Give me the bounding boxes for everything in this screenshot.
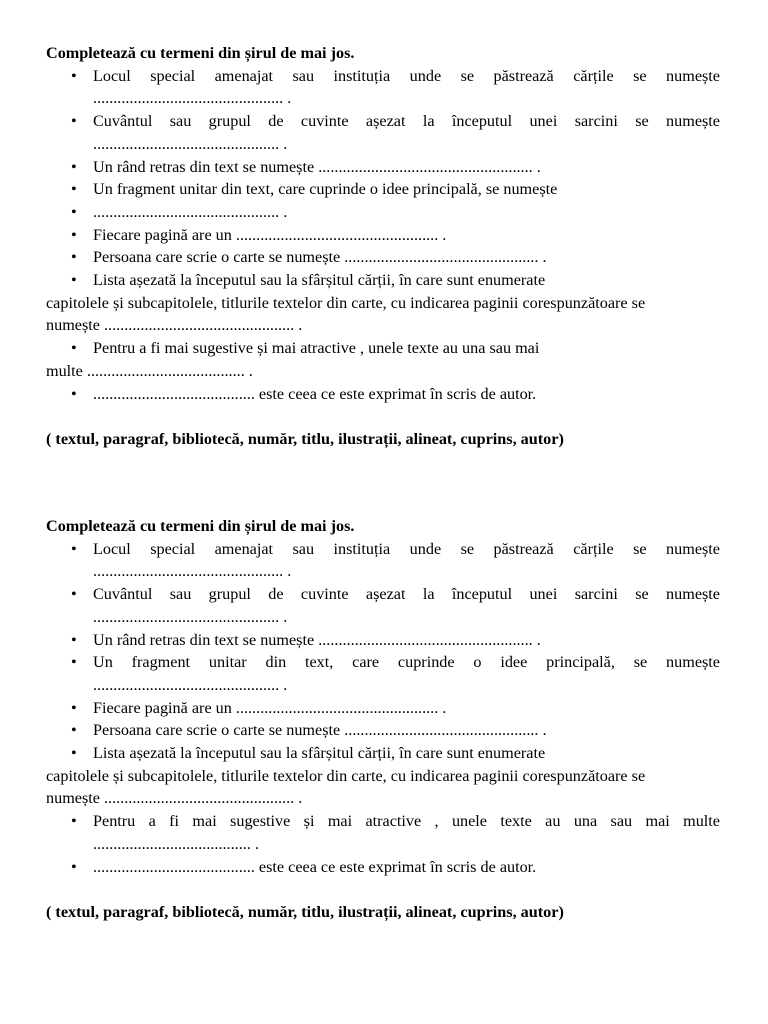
list-item	[46, 269, 720, 292]
item-text: Un rând retras din text se numește ..................................................... .	[93, 630, 541, 649]
bullet-icon: •	[71, 812, 77, 831]
list-item	[46, 697, 720, 720]
word-bank: ( textul, paragraf, bibliotecă, număr, titlu, ilustrații, alineat, cuprins, autor)	[46, 903, 564, 922]
item-text: Fiecare pagină are un .................................................. .	[93, 225, 447, 244]
exercise-heading: Completează cu termeni din șirul de mai jos.	[46, 517, 355, 535]
bullet-icon: •	[71, 630, 77, 649]
exercise-block-1	[46, 42, 720, 451]
item-text: Cuvântul sau grupul de cuvinte așezat la începutul unei sarcini se numește .............................................. .	[93, 112, 720, 153]
item-text: .............................................. .	[93, 202, 288, 221]
item-text: Lista așezată la începutul sau la sfârșitul cărții, în care sunt enumerate	[93, 271, 546, 290]
bullet-icon: •	[71, 384, 77, 403]
bullet-icon: •	[71, 248, 77, 267]
bullet-icon: •	[71, 66, 77, 85]
list-item	[46, 629, 720, 652]
item-text: ........................................ este ceea ce este exprimat în scris de autor.	[93, 384, 537, 403]
bullet-icon: •	[71, 112, 77, 131]
continuation-text: numește ............................................... .	[46, 316, 303, 335]
list-item	[46, 224, 720, 247]
list-item	[46, 856, 720, 879]
bullet-icon: •	[71, 585, 77, 604]
continuation-text: capitolele și subcapitolele, titlurile textelor din carte, cu indicarea paginii corespunzătoare se	[46, 766, 646, 785]
list-item	[46, 383, 720, 406]
list-item	[46, 65, 720, 110]
continuation-text: numește ............................................... .	[46, 789, 303, 808]
list-item	[46, 538, 720, 583]
list-item	[46, 246, 720, 269]
item-text: Lista așezată la începutul sau la sfârșitul cărții, în care sunt enumerate	[93, 744, 546, 763]
item-text: Fiecare pagină are un .................................................. .	[93, 698, 447, 717]
item-text: Un rând retras din text se numește ..................................................... .	[93, 157, 541, 176]
bullet-icon: •	[71, 180, 77, 199]
word-bank: ( textul, paragraf, bibliotecă, număr, titlu, ilustrații, alineat, cuprins, autor)	[46, 430, 564, 449]
item-text: Locul special amenajat sau instituția unde se păstrează cărțile se numește ............................................... .	[93, 66, 720, 108]
item-text: Pentru a fi mai sugestive și mai atractive , unele texte au una sau mai multe ....................................... .	[93, 812, 720, 853]
item-text: Locul special amenajat sau instituția unde se păstrează cărțile se numește ............................................... .	[93, 539, 720, 581]
item-text: Un fragment unitar din text, care cuprinde o idee principală, se numește .............................................. .	[93, 653, 720, 694]
bullet-icon: •	[71, 721, 77, 740]
item-text: Un fragment unitar din text, care cuprinde o idee principală, se numește	[93, 180, 558, 199]
exercise-heading: Completează cu termeni din șirul de mai jos.	[46, 44, 355, 62]
bullet-icon: •	[71, 271, 77, 290]
list-item	[46, 742, 720, 765]
bullet-icon: •	[71, 857, 77, 876]
continuation-text: capitolele și subcapitolele, titlurile textelor din carte, cu indicarea paginii corespunzătoare se	[46, 293, 646, 312]
continuation-text: multe ....................................... .	[46, 361, 253, 380]
bullet-icon: •	[71, 744, 77, 763]
list-item	[46, 583, 720, 628]
list-item	[46, 156, 720, 179]
bullet-icon: •	[71, 539, 77, 558]
item-text: Persoana care scrie o carte se numește ................................................ .	[93, 248, 547, 267]
list-item	[46, 810, 720, 855]
exercise-block-2	[46, 515, 720, 924]
list-item	[46, 110, 720, 155]
item-text: Persoana care scrie o carte se numește ................................................ .	[93, 721, 547, 740]
list-item	[46, 178, 720, 201]
item-text: Pentru a fi mai sugestive și mai atractive , unele texte au una sau mai	[93, 339, 540, 358]
list-item	[46, 201, 720, 224]
list-item	[46, 337, 720, 360]
list-item	[46, 651, 720, 696]
item-text: ........................................ este ceea ce este exprimat în scris de autor.	[93, 857, 537, 876]
bullet-icon: •	[71, 339, 77, 358]
item-text: Cuvântul sau grupul de cuvinte așezat la începutul unei sarcini se numește .............................................. .	[93, 585, 720, 626]
bullet-icon: •	[71, 225, 77, 244]
bullet-icon: •	[71, 653, 77, 672]
bullet-icon: •	[71, 157, 77, 176]
bullet-icon: •	[71, 698, 77, 717]
list-item	[46, 719, 720, 742]
bullet-icon: •	[71, 202, 77, 221]
